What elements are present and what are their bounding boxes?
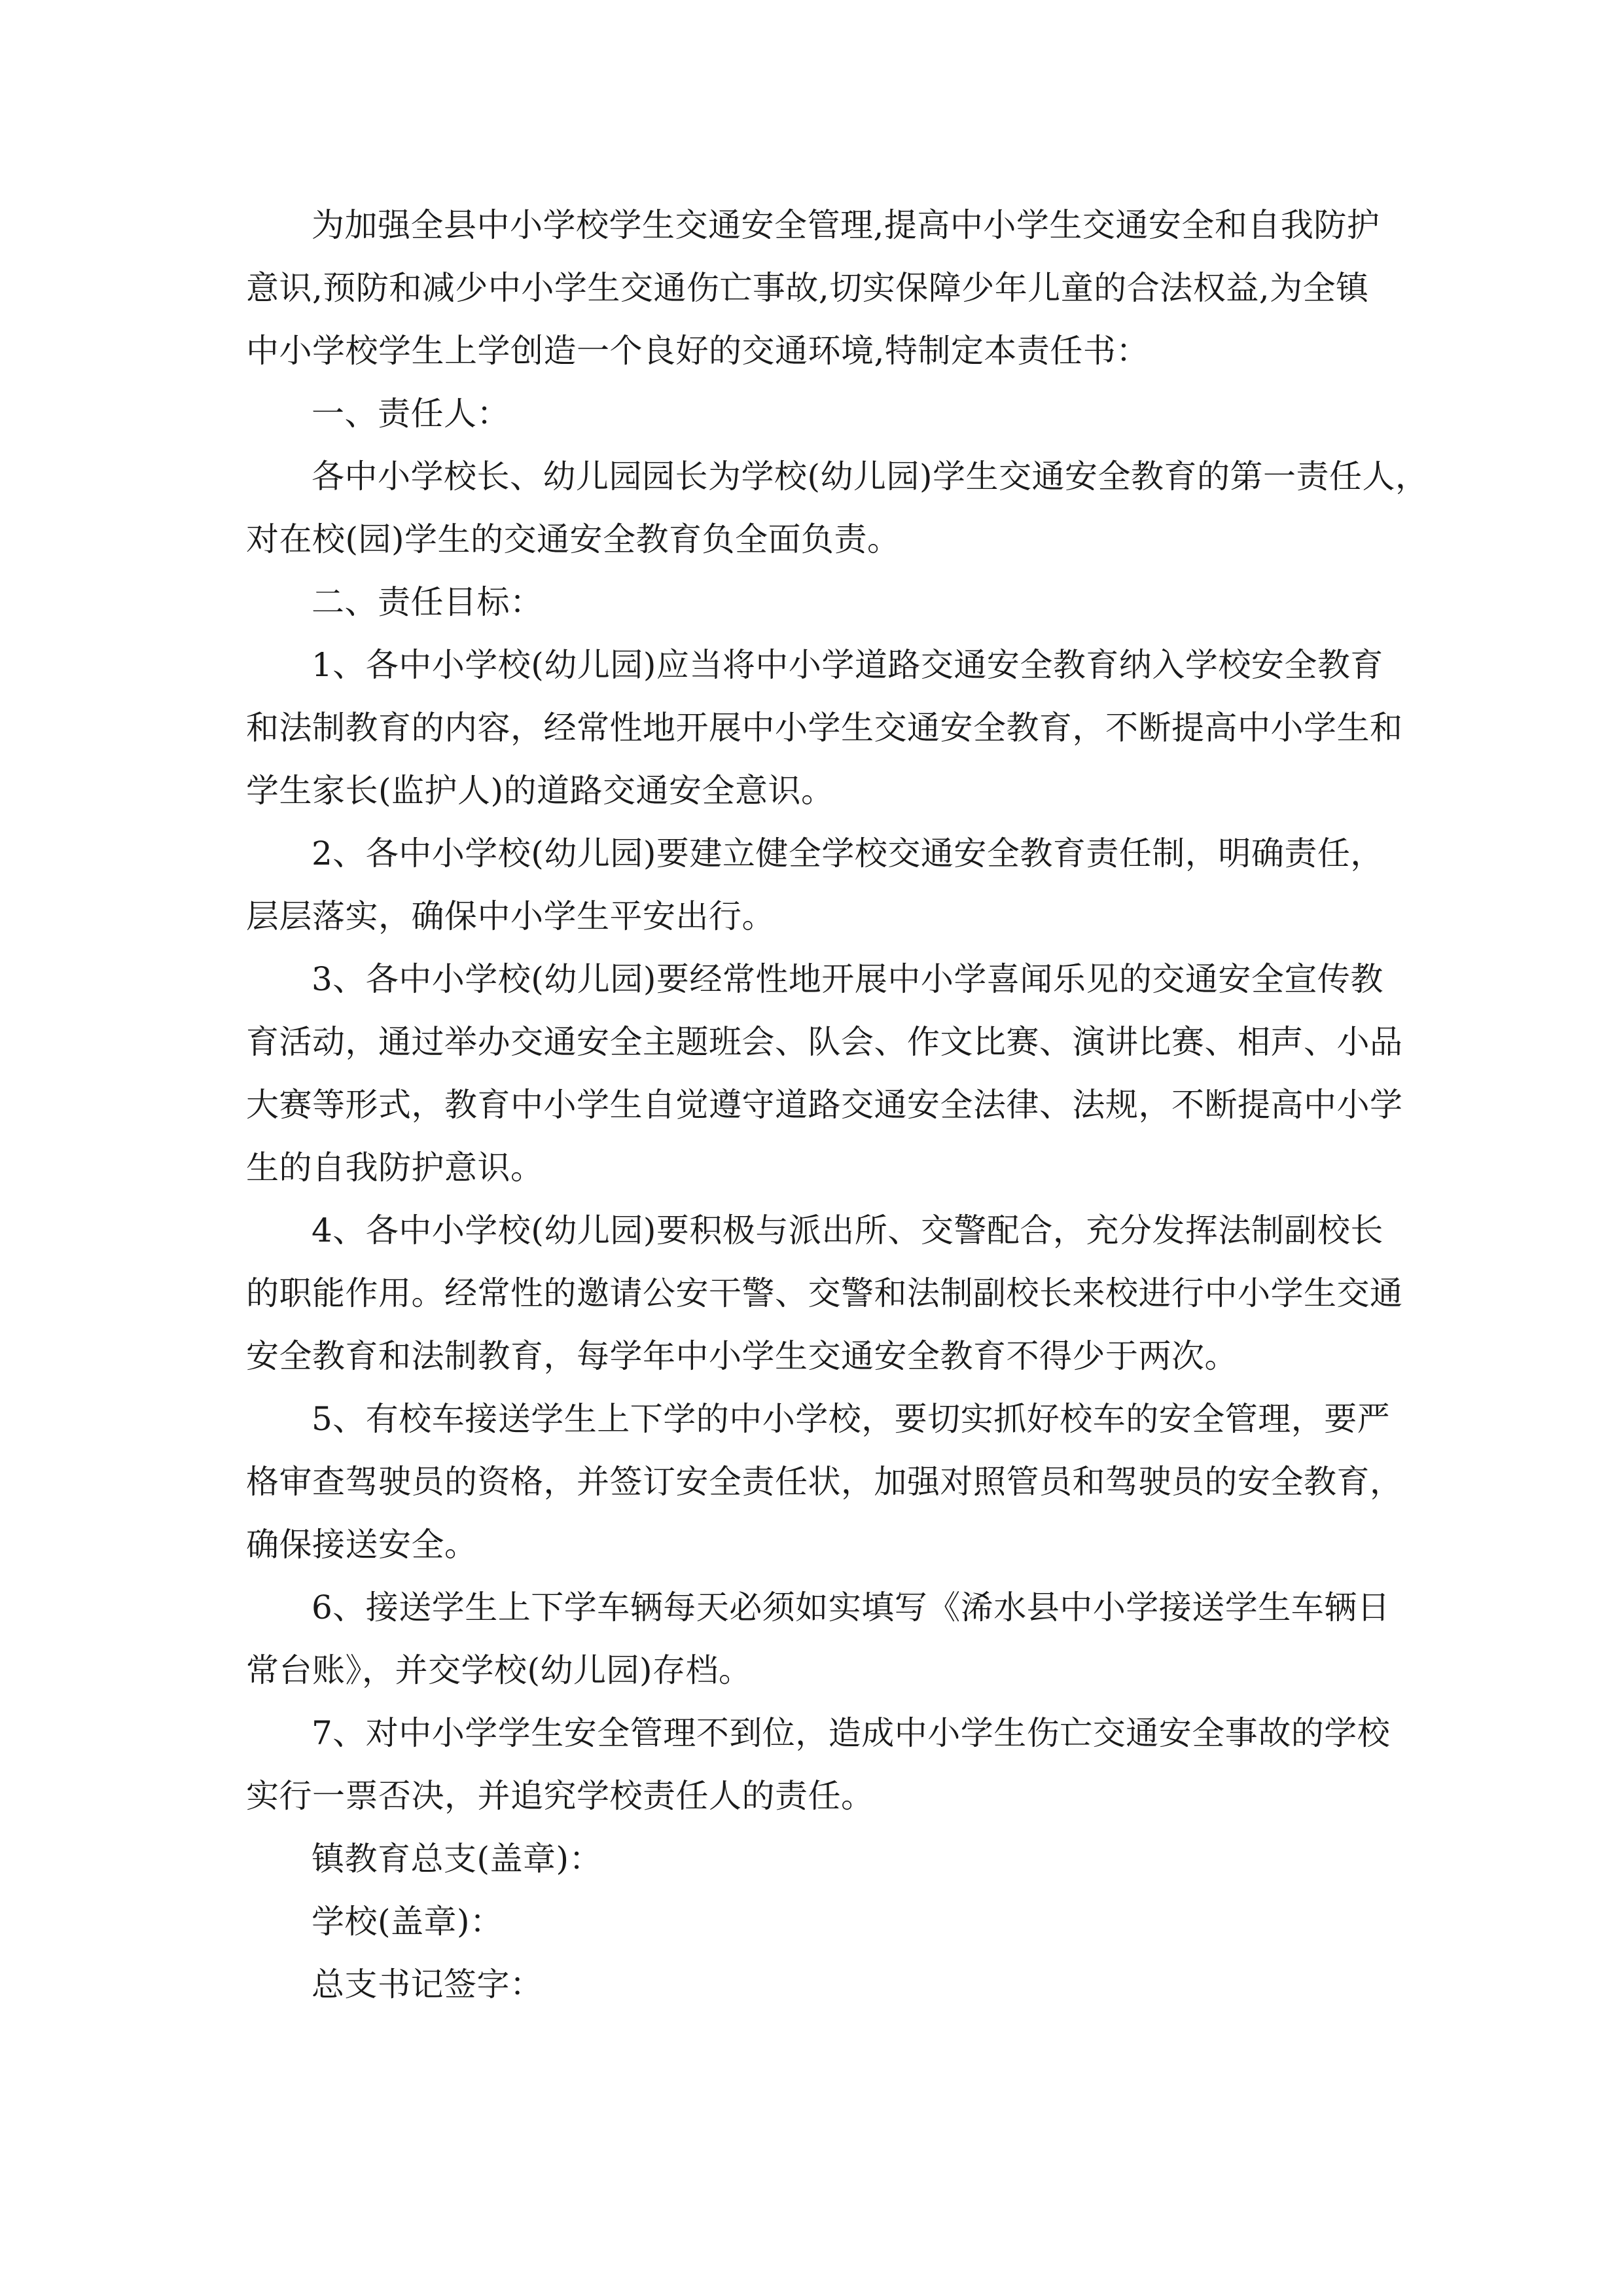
item-2-line-2: 层层落实，确保中小学生平安出行。	[246, 897, 775, 935]
signature-school-seal: 学校(盖章)：	[312, 1903, 503, 1941]
item-5-line-3: 确保接送安全。	[246, 1526, 478, 1564]
item-4-line-2: 的职能作用。经常性的邀请公安干警、交警和法制副校长来校进行中小学生交通	[246, 1274, 1403, 1312]
item-7-line-1: 7、对中小学学生安全管理不到位，造成中小学生伤亡交通安全事故的学校	[312, 1714, 1391, 1752]
section-heading-responsibility-goals: 二、责任目标：	[312, 583, 543, 621]
item-2-line-1: 2、各中小学校(幼儿园)要建立健全学校交通安全教育责任制，明确责任，	[312, 834, 1383, 872]
text-line-6: 对在校(园)学生的交通安全教育负全面负责。	[246, 520, 901, 558]
text-line-1: 为加强全县中小学校学生交通安全管理,提高中小学生交通安全和自我防护	[312, 206, 1380, 244]
item-3-line-2: 育活动，通过举办交通安全主题班会、队会、作文比赛、演讲比赛、相声、小品	[246, 1023, 1403, 1061]
signature-education-branch: 镇教育总支(盖章)：	[312, 1840, 603, 1878]
item-4-line-3: 安全教育和法制教育，每学年中小学生交通安全教育不得少于两次。	[246, 1337, 1238, 1375]
item-4-line-1: 4、各中小学校(幼儿园)要积极与派出所、交警配合，充分发挥法制副校长	[312, 1211, 1383, 1249]
item-6-line-2: 常台账》，并交学校(幼儿园)存档。	[246, 1651, 752, 1689]
item-3-line-1: 3、各中小学校(幼儿园)要经常性地开展中小学喜闻乐见的交通安全宣传教	[312, 960, 1383, 998]
item-5-line-1: 5、有校车接送学生上下学的中小学校，要切实抓好校车的安全管理，要严	[312, 1400, 1391, 1438]
text-line-3: 中小学校学生上学创造一个良好的交通环境,特制定本责任书：	[246, 332, 1149, 370]
item-3-line-3: 大赛等形式，教育中小学生自觉遵守道路交通安全法律、法规，不断提高中小学	[246, 1086, 1403, 1124]
item-7-line-2: 实行一票否决，并追究学校责任人的责任。	[246, 1777, 874, 1815]
item-5-line-2: 格审查驾驶员的资格，并签订安全责任状，加强对照管员和驾驶员的安全教育，	[246, 1463, 1403, 1501]
item-1-line-2: 和法制教育的内容，经常性地开展中小学生交通安全教育，不断提高中小学生和	[246, 709, 1403, 747]
text-line-2: 意识,预防和减少中小学生交通伤亡事故,切实保障少年儿童的合法权益,为全镇	[246, 269, 1369, 307]
item-6-line-1: 6、接送学生上下学车辆每天必须如实填写《浠水县中小学接送学生车辆日	[312, 1588, 1391, 1626]
document-body	[246, 194, 1429, 2016]
item-1-line-3: 学生家长(监护人)的道路交通安全意识。	[246, 772, 834, 810]
section-heading-responsible-person: 一、责任人：	[312, 395, 510, 433]
signature-secretary: 总支书记签字：	[312, 1965, 543, 2003]
text-line-5: 各中小学校长、幼儿园园长为学校(幼儿园)学生交通安全教育的第一责任人，	[312, 457, 1429, 495]
item-1-line-1: 1、各中小学校(幼儿园)应当将中小学道路交通安全教育纳入学校安全教育	[312, 646, 1383, 684]
item-3-line-4: 生的自我防护意识。	[246, 1149, 544, 1187]
